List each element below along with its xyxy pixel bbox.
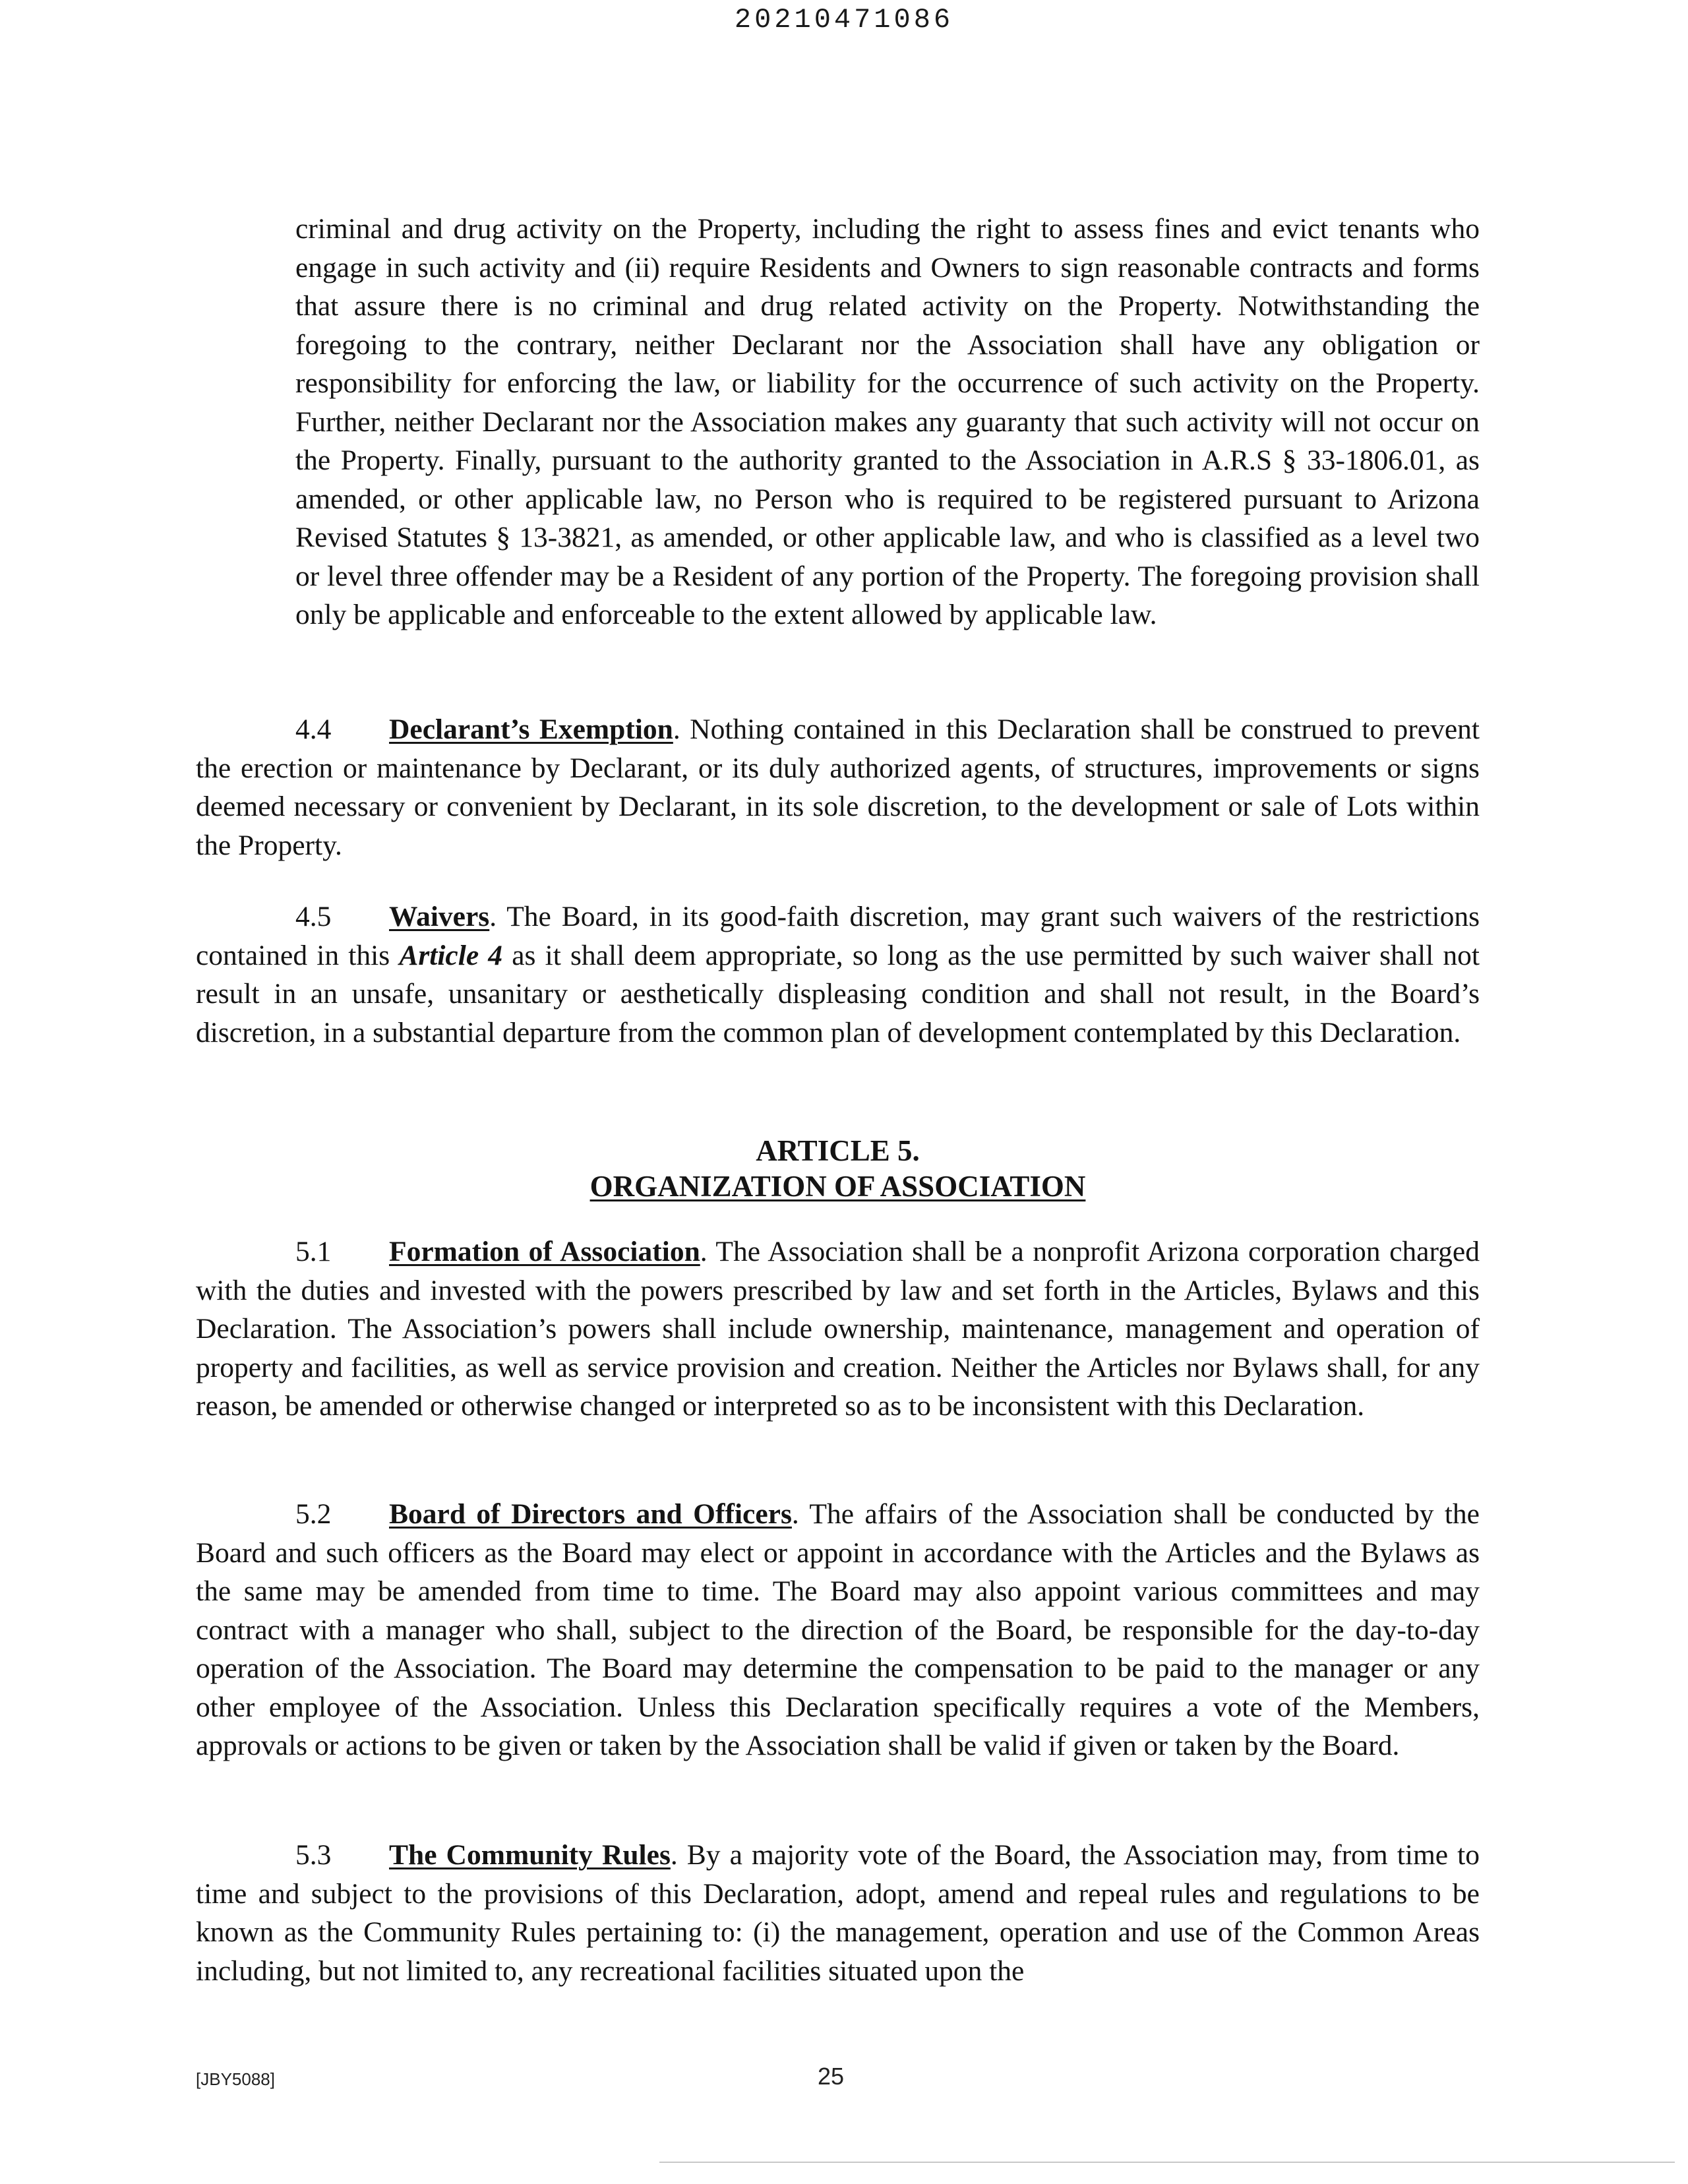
article-title: ORGANIZATION OF ASSOCIATION (589, 1170, 1086, 1203)
section-number: 4.5 (295, 901, 332, 932)
article-title-block (196, 1167, 1480, 1205)
section-4-5 (196, 897, 1480, 1052)
section-number: 5.1 (295, 1236, 332, 1267)
section-5-1 (196, 1232, 1480, 1426)
section-text-continued: as it shall deem appropriate, so long as the use permitted by such waiver shall not result in an unsafe, unsanitary or aesthetically displeasing condition and shall not result, in the Board’s discretion, in a substantial departure from the common plan of development contemplated by this Declaration. (196, 939, 1480, 1048)
section-text: . The Association shall be a nonprofit Arizona corporation charged with the duties and invested with the powers prescribed by law and set forth in the Articles, Bylaws and this Declaration. The Association’s powers shall include ownership, maintenance, management and operation of property and facilities, as well as service provision and creation. Neither the Articles nor Bylaws shall, for any reason, be amended or otherwise changed or interpreted so as to be inconsistent with this Declaration. (196, 1236, 1480, 1422)
section-title: Declarant’s Exemption (389, 713, 673, 745)
section-number: 5.2 (295, 1498, 332, 1530)
section-title: The Community Rules (389, 1839, 671, 1871)
scan-edge-line (659, 2162, 1675, 2163)
section-number: 4.4 (295, 713, 332, 745)
section-title: Formation of Association (389, 1236, 700, 1267)
section-4-4 (196, 710, 1480, 864)
section-text: . Nothing contained in this Declaration shall be construed to prevent the erection or maintenance by Declarant, or its duly authorized agents, of structures, improvements or signs deemed necessary or convenient by Declarant, in its sole discretion, to the development or sale of Lots within the Property. (196, 713, 1480, 861)
document-number: 20210471086 (734, 4, 954, 36)
page-number: 25 (817, 2063, 845, 2090)
section-text: . The affairs of the Association shall be conducted by the Board and such officers as the Board may elect or appoint in accordance with the Articles and the Bylaws as the same may be amended from time to time. The Board may also appoint various committees and may contract with a manager who shall, subject to the direction of the Board, be responsible for the day-to-day operation of the Association. The Board may determine the compensation to be paid to the manager or any other employee of the Association. Unless this Declaration specifically requires a vote of the Members, approvals or actions to be given or taken by the Association shall be valid if given or taken by the Board. (196, 1498, 1480, 1761)
article-number: ARTICLE 5. (756, 1134, 920, 1167)
section-title: Waivers (389, 901, 490, 932)
section-5-2 (196, 1495, 1480, 1765)
section-text: . By a majority vote of the Board, the Association may, from time to time and subject to the provisions of this Declaration, adopt, amend and repeal rules and regulations to be known as the Community Rules pertaining to: (i) the management, operation and use of the Common Areas including, but not limited to, any recreational facilities situated upon the (196, 1839, 1480, 1987)
section-title: Board of Directors and Officers (389, 1498, 792, 1530)
footer-document-code: [JBY5088] (196, 2069, 275, 2089)
continuation-paragraph: criminal and drug activity on the Property, including the right to assess fines and evict tenants who engage in such activity and (ii) require Residents and Owners to sign reasonable contracts and forms that assure there is no criminal and drug related activity on the Property. Notwithstanding the foregoing to the contrary, neither Declarant nor the Association shall have any obligation or responsibility for enforcing the law, or liability for the occurrence of such activity on the Property. Further, neither Declarant nor the Association makes any guaranty that such activity will not occur on the Property. Finally, pursuant to the authority granted to the Association in A.R.S § 33-1806.01, as amended, or other applicable law, no Person who is required to be registered pursuant to Arizona Revised Statutes § 13-3821, as amended, or other applicable law, and who is classified as a level two or level three offender may be a Resident of any portion of the Property. The foregoing provision shall only be applicable and enforceable to the extent allowed by applicable law. (295, 213, 1480, 630)
section-number: 5.3 (295, 1839, 332, 1871)
section-text: . The Board, in its good-faith discretion, may grant such waivers of the restrictions contained in this (196, 901, 1480, 971)
article-reference: Article 4 (399, 939, 503, 971)
section-5-3 (196, 1836, 1480, 1990)
